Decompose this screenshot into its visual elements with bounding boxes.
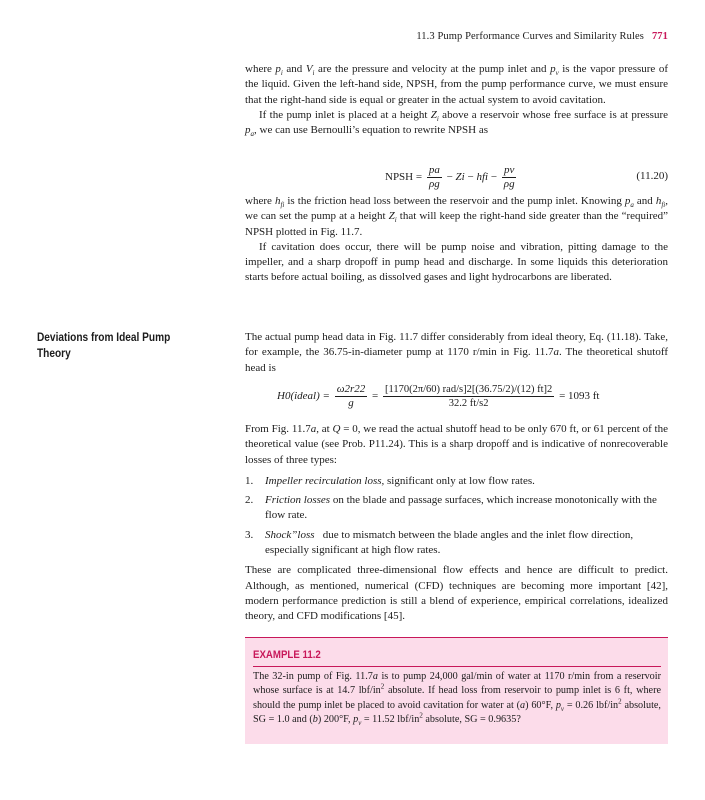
list-item: 2. Friction losses on the blade and passage surfaces, which increase monotonically with the flow rate. [245,494,657,522]
paragraph-cavitation: If cavitation does occur, there will be pump noise and vibration, pitting damage to the impeller, and a sharp dropoff in pump head and discharge. In some liquids this deterioration starts before actual boiling, as dissolved gases and light hydrocarbons are liberated. [245,240,668,284]
example-title: EXAMPLE 11.2 [253,649,321,661]
list-item: 1. Impeller recirculation loss, significant only at low flow rates. [245,474,535,487]
example-text: The 32-in pump of Fig. 11.7a is to pump 24,000 gal/min of water at 1170 r/min from a reservoir whose surface is at 14.7 lbf/$in^2$ absolute. If head loss from reservoir to pump inlet is 6 ft, where should the pump inlet be placed to avoid cavitation for water at (a) 60°F, $p_v = 0.26$ lbf/$in^2$ absolute, SG = 1.0 and (b) 200°F, $p_v = 11.52$ lbf/$in^2$ absolute, SG = 0.9635? [253,671,661,727]
fraction-numeric: $\frac{\text{[1170(2π/60) rad/s]2[(36.75/2)/(12) ft]2}}{32.2 ft/s2}$ [384,384,553,409]
running-header [416,31,668,42]
fraction-omega-r-g: $\frac{\omega 2r22}{g}$ [336,383,366,409]
equation-number: (11.20) [636,170,668,182]
section-heading: Deviations from Ideal Pump Theory [37,332,171,360]
paragraph-3d-effects: These are complicated three-dimensional flow effects and hence are difficult to predict. Although, as mentioned, numerical (CFD) techniques are becoming more important [42], modern performance prediction is still a blend of experience, empirical correlations, idealized theory, and CFD modifications [45]. [245,564,668,623]
text-block-losses [245,422,668,625]
paragraph-reservoir: If the pump inlet is placed at a height $Z_i$ above a reservoir whose free surface is at pressure $p_a$, we can use Bernoulli’s equation to rewrite NPSH as [245,108,668,139]
fraction-pv-rhog: $\frac{pv}{\rho g}$ [503,164,515,190]
paragraph-friction-loss: where $h_{fi}$ is the friction head loss between the reservoir and the pump inlet. Knowing $p_a$ and $h_{fi}$, we can set the pump at a height $Z_i$ that will keep the right-hand side greater than the “required” NPSH plotted in Fig. 11.7. [245,195,668,238]
paragraph-inlet-definitions: where $p_i$ and $V_i$ are the pressure and velocity at the pump inlet and $p_v$ is the vapor pressure of the liquid. Given the left-hand side, NPSH, from the pump performance curve, we must ensure that the right-hand side is equal or greater in the actual system to avoid cavitation. [245,63,668,106]
page-number: 771 [651,31,668,42]
text-block-deviations [245,330,668,376]
list-item: 3. Shock”loss due to mismatch between the blade angles and the inlet flow direction, especially significant at high flow rates. [245,528,636,557]
text-block-npsh [245,62,668,138]
paragraph-actual-shutoff: From Fig. 11.7a, at Q = 0, we read the actual shutoff head to be only 670 ft, or 61 percent of the theoretical value (see Prob. P11.24). This is a sharp dropoff and is indicative of nonrecoverable losses of three types: [245,423,668,466]
equation-11-20: NPSH = $\frac{pa}{\rho g}$ − Zi − hfi − $\frac{pv}{\rho g}$ (11.20) [385,164,668,190]
equation-shutoff-head: H0(ideal) = $\frac{\omega 2r22}{g}$ = $\frac{\text{[1170(2π/60) rad/s]2[(36.75/2)/(12) ft]2}}{32.2 ft/s2}$ = 1093 ft [277,383,600,409]
fraction-pa-rhog: $\frac{pa}{\rho g}$ [428,164,440,190]
example-divider [253,666,661,667]
text-block-friction [245,194,668,286]
losses-list [245,474,668,558]
paragraph-shutoff-intro: The actual pump head data in Fig. 11.7 differ considerably from ideal theory, Eq. (11.18). Take, for example, the 36.75-in-diameter pump at 1170 r/min in Fig. 11.7a. The theoretical shutoff head is [245,331,668,374]
running-title: 11.3 Pump Performance Curves and Similarity Rules [416,31,644,42]
